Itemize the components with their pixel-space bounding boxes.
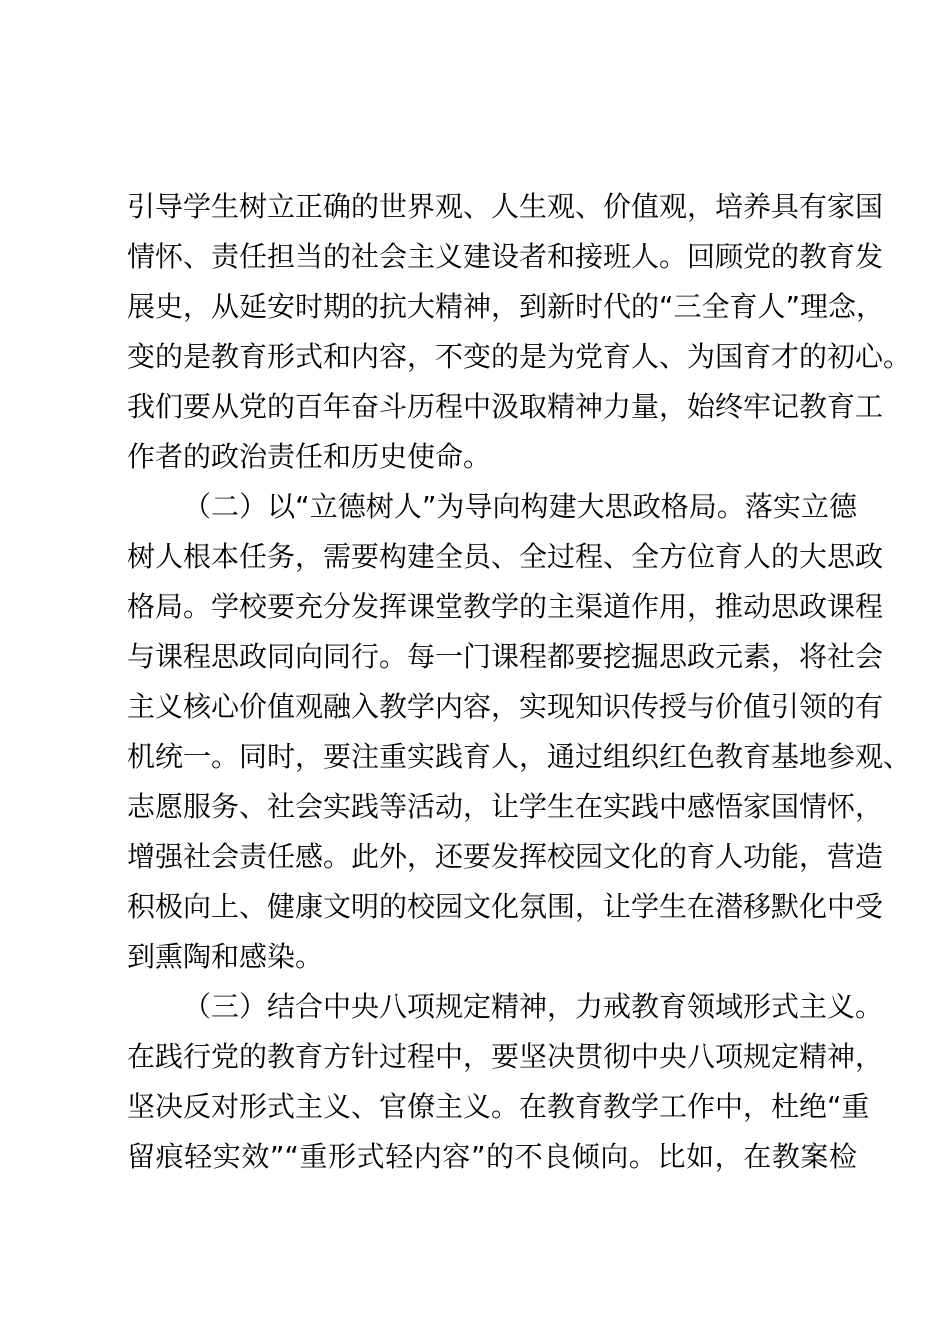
text-line: 志愿服务、社会实践等活动，让学生在实践中感悟家国情怀， [127,790,884,823]
text-line: 作者的政治责任和历史使命。 [127,440,492,473]
paragraph-2 [127,482,912,982]
text-line: 在践行党的教育方针过程中，要坚决贯彻中央八项规定精神， [127,1040,884,1073]
paragraph-3 [127,982,884,1182]
text-line: 变的是教育形式和内容，不变的是为党育人、为国育才的初心。 [127,340,912,373]
text-line: 留痕轻实效”“重形式轻内容”的不良倾向。比如，在教案检 [127,1140,857,1173]
text-line: 引导学生树立正确的世界观、人生观、价值观，培养具有家国 [127,190,884,223]
section-heading-line: （二）以“立德树人”为导向构建大思政格局。落实立德 [183,490,857,523]
text-line: 与课程思政同向同行。每一门课程都要挖掘思政元素，将社会 [127,640,884,673]
text-line: 树人根本任务，需要构建全员、全过程、全方位育人的大思政 [127,540,884,573]
text-line: 坚决反对形式主义、官僚主义。在教育教学工作中，杜绝“重 [127,1090,870,1123]
section-heading-line: （三）结合中央八项规定精神，力戒教育领域形式主义。 [183,990,884,1023]
text-line: 情怀、责任担当的社会主义建设者和接班人。回顾党的教育发 [127,240,884,273]
body-text [127,182,912,1182]
paragraph-1 [127,182,912,482]
text-line: 展史，从延安时期的抗大精神，到新时代的“三全育人”理念， [127,290,885,323]
text-line: 积极向上、健康文明的校园文化氛围，让学生在潜移默化中受 [127,890,884,923]
text-line: 格局。学校要充分发挥课堂教学的主渠道作用，推动思政课程 [127,590,884,623]
text-line: 机统一。同时，要注重实践育人，通过组织红色教育基地参观、 [127,740,912,773]
text-line: 到熏陶和感染。 [127,940,324,973]
text-line: 主义核心价值观融入教学内容，实现知识传授与价值引领的有 [127,690,884,723]
text-line: 我们要从党的百年奋斗历程中汲取精神力量，始终牢记教育工 [127,390,884,423]
text-line: 增强社会责任感。此外，还要发挥校园文化的育人功能，营造 [127,840,884,873]
